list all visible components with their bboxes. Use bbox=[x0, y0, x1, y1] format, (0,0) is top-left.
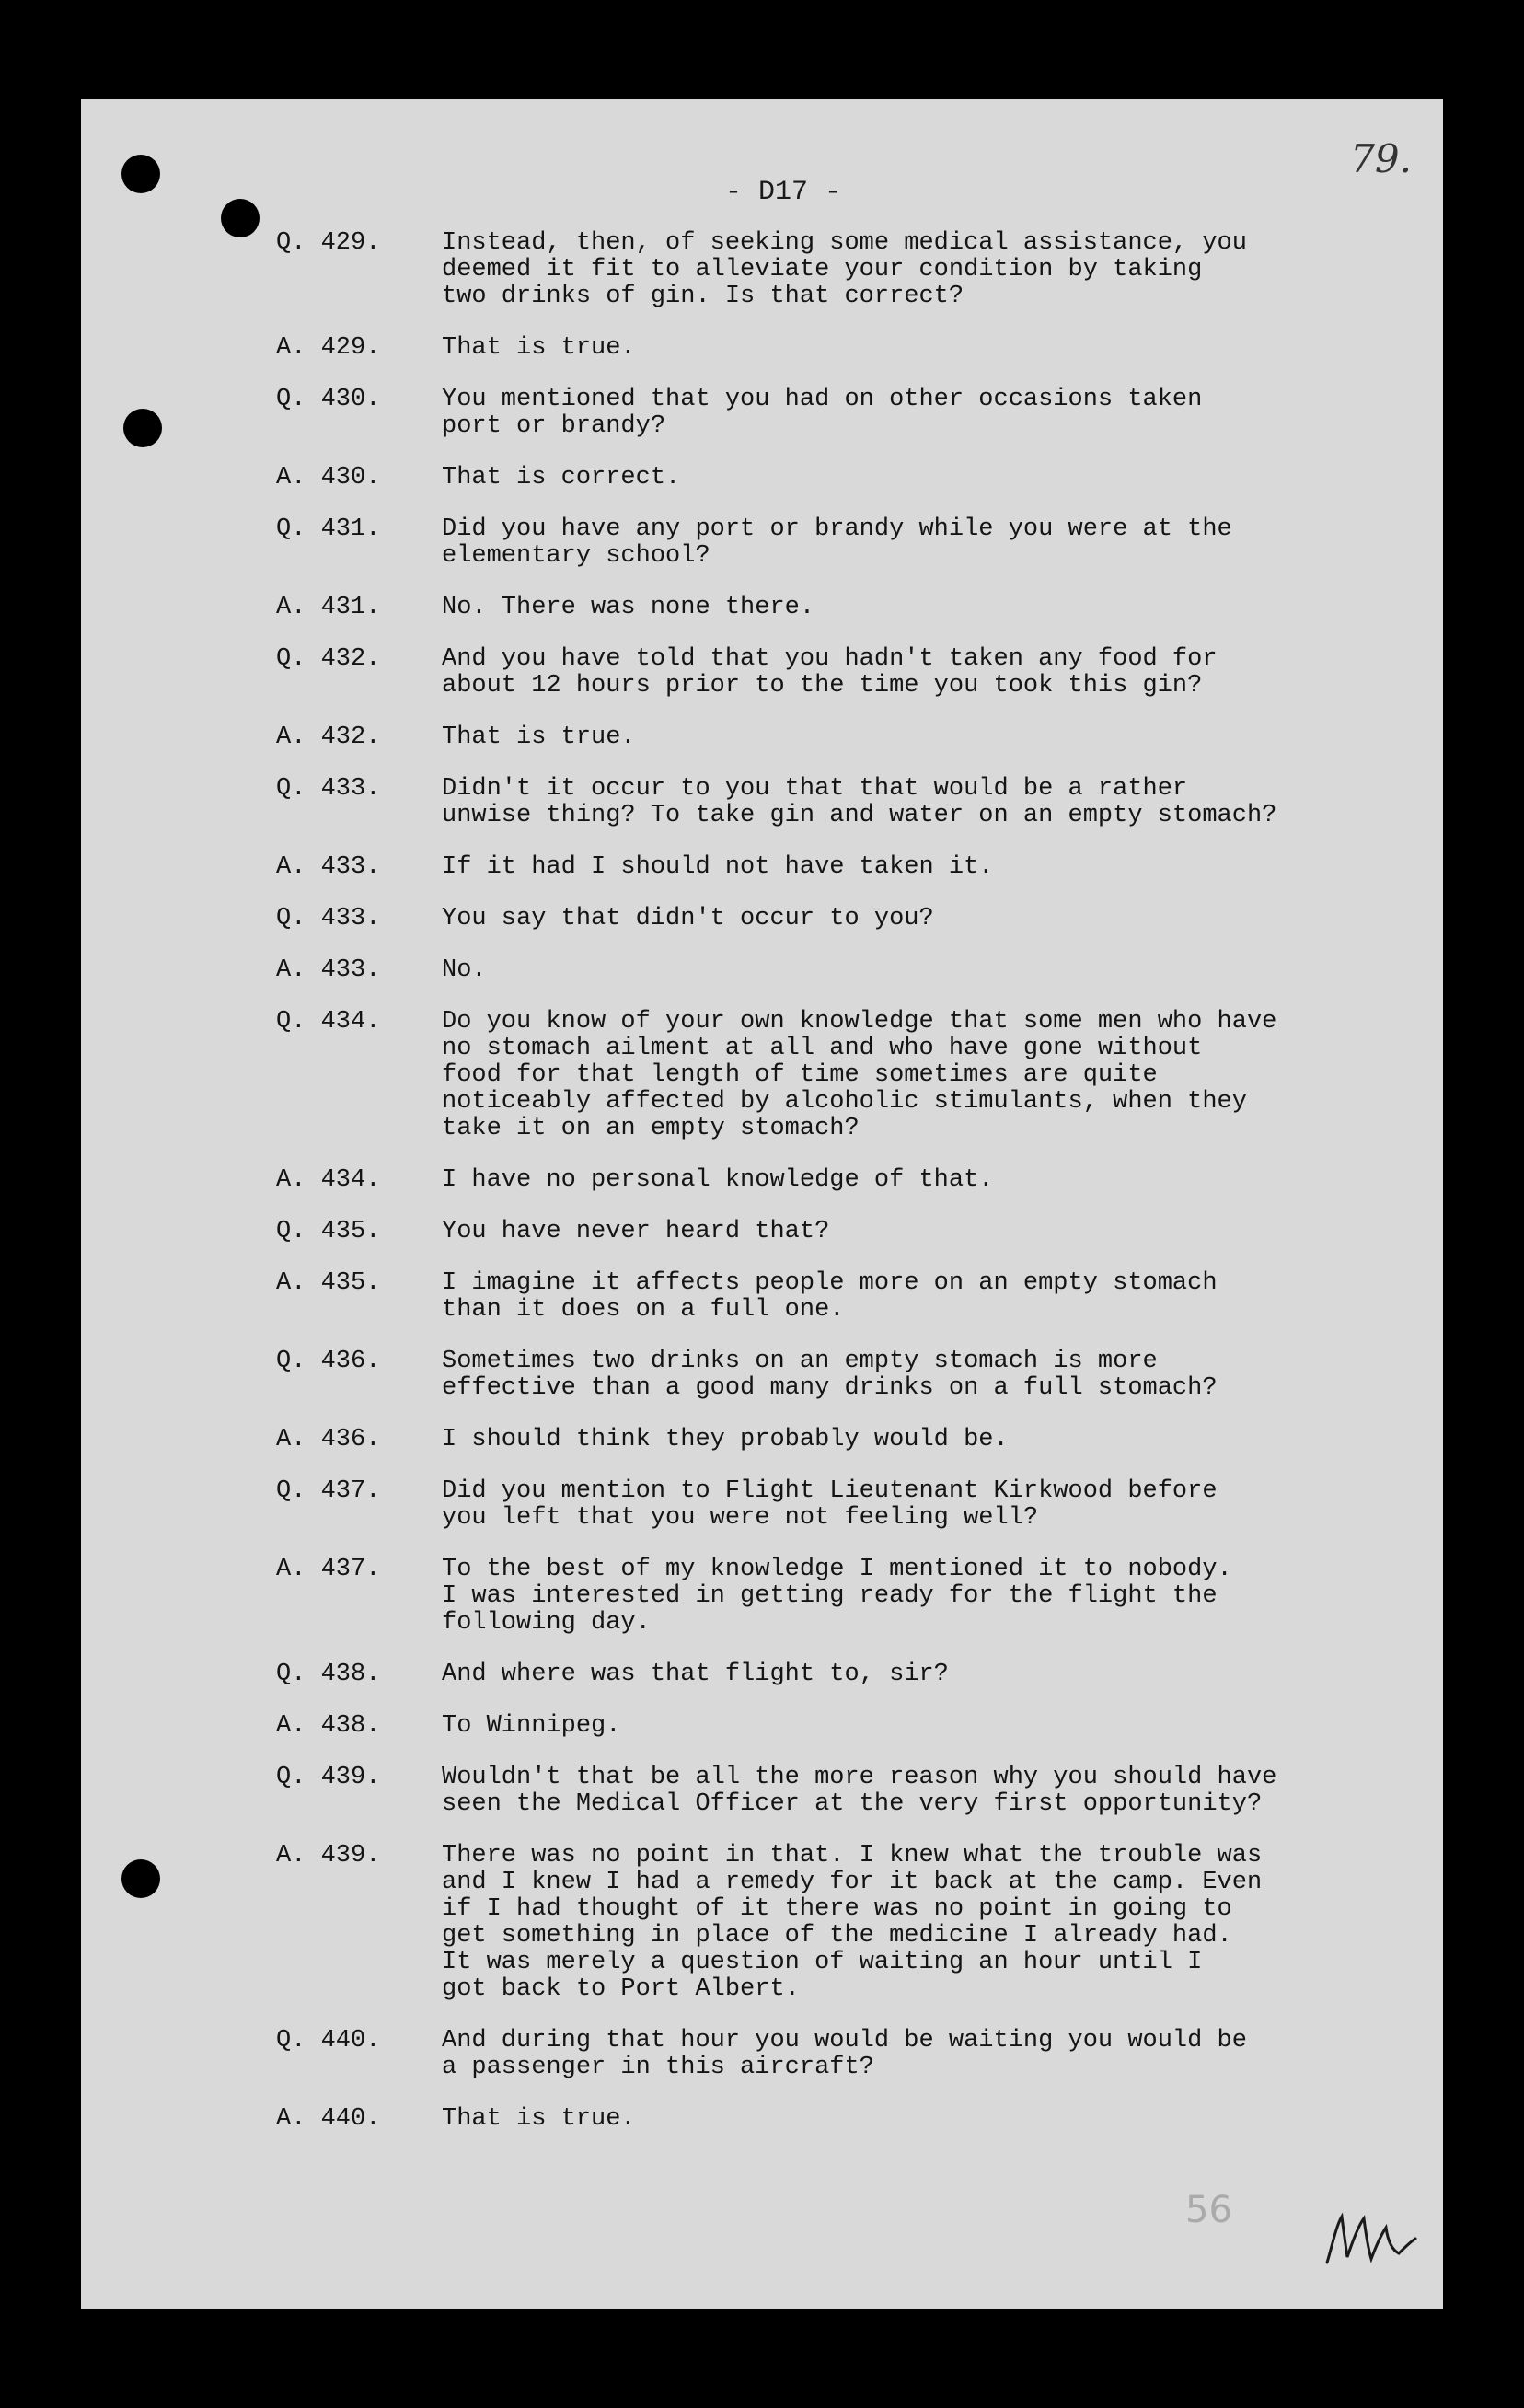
stamp-number: 56 bbox=[1185, 2189, 1232, 2231]
qa-entry bbox=[276, 1270, 1436, 1324]
qa-label: Q. 429. bbox=[276, 229, 381, 257]
qa-text: To the best of my knowledge I mentioned it to nobody. I was interested in getting ready for the flight the following day. bbox=[442, 1556, 1232, 1637]
qa-label: Q. 432. bbox=[276, 645, 381, 673]
qa-label: A. 433. bbox=[276, 956, 381, 984]
qa-label: A. 429. bbox=[276, 334, 381, 362]
qa-entry bbox=[276, 1765, 1436, 1818]
qa-label: A. 438. bbox=[276, 1712, 381, 1740]
qa-label: A. 434. bbox=[276, 1166, 381, 1194]
qa-label: A. 439. bbox=[276, 1842, 381, 1870]
qa-label: A. 437. bbox=[276, 1556, 381, 1583]
qa-label: Q. 440. bbox=[276, 2027, 381, 2055]
qa-text: Didn't it occur to you that that would be a rather unwise thing? To take gin and water on an empty stomach? bbox=[442, 775, 1277, 829]
qa-entry bbox=[276, 516, 1436, 570]
qa-label: A. 440. bbox=[276, 2105, 381, 2133]
qa-entry bbox=[276, 1478, 1436, 1532]
qa-text: And you have told that you hadn't taken any food for about 12 hours prior to the time you took this gin? bbox=[442, 645, 1218, 700]
qa-label: A. 431. bbox=[276, 594, 381, 621]
page-number: - D17 - bbox=[725, 177, 842, 208]
qa-text: You have never heard that? bbox=[442, 1218, 830, 1245]
testimony-list bbox=[276, 230, 1436, 2158]
qa-label: A. 433. bbox=[276, 853, 381, 881]
qa-text: That is true. bbox=[442, 724, 636, 751]
qa-entry bbox=[276, 1167, 1436, 1194]
qa-label: A. 432. bbox=[276, 724, 381, 751]
qa-text: You say that didn't occur to you? bbox=[442, 905, 934, 932]
qa-label: Q. 431. bbox=[276, 515, 381, 543]
qa-entry bbox=[276, 1661, 1436, 1688]
qa-entry bbox=[276, 906, 1436, 932]
punch-hole bbox=[121, 1859, 160, 1898]
qa-label: A. 435. bbox=[276, 1269, 381, 1297]
qa-label: Q. 430. bbox=[276, 386, 381, 413]
qa-entry bbox=[276, 724, 1436, 751]
qa-text: There was no point in that. I knew what the trouble was and I knew I had a remedy for it back at the camp. Even if I had thought of it there was no point in going to get something in place of the medicine I already had. It was merely a question of waiting an hour until I got back to Port Albert. bbox=[442, 1842, 1263, 2003]
qa-entry bbox=[276, 1009, 1436, 1142]
qa-text: No. There was none there. bbox=[442, 594, 815, 621]
qa-text: If it had I should not have taken it. bbox=[442, 853, 994, 881]
qa-label: Q. 433. bbox=[276, 775, 381, 803]
qa-label: A. 436. bbox=[276, 1426, 381, 1453]
qa-entry bbox=[276, 1557, 1436, 1637]
qa-entry bbox=[276, 2106, 1436, 2133]
qa-entry bbox=[276, 1427, 1436, 1453]
qa-text: I have no personal knowledge of that. bbox=[442, 1166, 994, 1194]
qa-entry bbox=[276, 465, 1436, 492]
qa-entry bbox=[276, 776, 1436, 829]
qa-text: Do you know of your own knowledge that some men who have no stomach ailment at all and who have gone without food for that length of time sometimes are quite noticeably affected by alcoholic stimulants, when they take it on an empty stomach? bbox=[442, 1008, 1277, 1142]
qa-text: I should think they probably would be. bbox=[442, 1426, 1009, 1453]
qa-text: Wouldn't that be all the more reason why you should have seen the Medical Officer at the very first opportunity? bbox=[442, 1764, 1277, 1818]
qa-entry bbox=[276, 854, 1436, 881]
qa-entry bbox=[276, 957, 1436, 984]
qa-label: Q. 435. bbox=[276, 1218, 381, 1245]
qa-text: That is true. bbox=[442, 334, 636, 362]
qa-text: And during that hour you would be waiting you would be a passenger in this aircraft? bbox=[442, 2027, 1247, 2081]
qa-entry bbox=[276, 1843, 1436, 2003]
qa-text: That is true. bbox=[442, 2105, 636, 2133]
qa-label: A. 430. bbox=[276, 464, 381, 492]
qa-label: Q. 437. bbox=[276, 1477, 381, 1505]
qa-text: To Winnipeg. bbox=[442, 1712, 621, 1740]
qa-label: Q. 436. bbox=[276, 1348, 381, 1375]
qa-entry bbox=[276, 335, 1436, 362]
qa-text: You mentioned that you had on other occasions taken port or brandy? bbox=[442, 386, 1203, 440]
qa-label: Q. 433. bbox=[276, 905, 381, 932]
qa-text: Did you have any port or brandy while you were at the elementary school? bbox=[442, 515, 1232, 570]
qa-entry bbox=[276, 230, 1436, 310]
qa-text: No. bbox=[442, 956, 487, 984]
qa-text: Instead, then, of seeking some medical assistance, you deemed it fit to alleviate your condition by taking two drinks of gin. Is that correct? bbox=[442, 229, 1247, 310]
qa-entry bbox=[276, 595, 1436, 621]
qa-entry bbox=[276, 387, 1436, 440]
folio-number: 79. bbox=[1350, 136, 1412, 181]
qa-text: And where was that flight to, sir? bbox=[442, 1661, 949, 1688]
document-page bbox=[81, 99, 1443, 2309]
punch-hole bbox=[221, 199, 260, 237]
qa-text: That is correct. bbox=[442, 464, 681, 492]
punch-hole bbox=[121, 155, 160, 193]
qa-text: Sometimes two drinks on an empty stomach is more effective than a good many drinks on a full stomach? bbox=[442, 1348, 1218, 1402]
qa-entry bbox=[276, 1713, 1436, 1740]
qa-entry bbox=[276, 2028, 1436, 2081]
qa-label: Q. 439. bbox=[276, 1764, 381, 1791]
qa-label: Q. 434. bbox=[276, 1008, 381, 1036]
qa-text: Did you mention to Flight Lieutenant Kirkwood before you left that you were not feeling well? bbox=[442, 1477, 1218, 1532]
punch-hole bbox=[123, 409, 162, 447]
qa-text: I imagine it affects people more on an empty stomach than it does on a full one. bbox=[442, 1269, 1218, 1324]
handwritten-initials bbox=[1320, 2189, 1421, 2272]
qa-entry bbox=[276, 1219, 1436, 1245]
qa-label: Q. 438. bbox=[276, 1661, 381, 1688]
qa-entry bbox=[276, 1349, 1436, 1402]
qa-entry bbox=[276, 646, 1436, 700]
